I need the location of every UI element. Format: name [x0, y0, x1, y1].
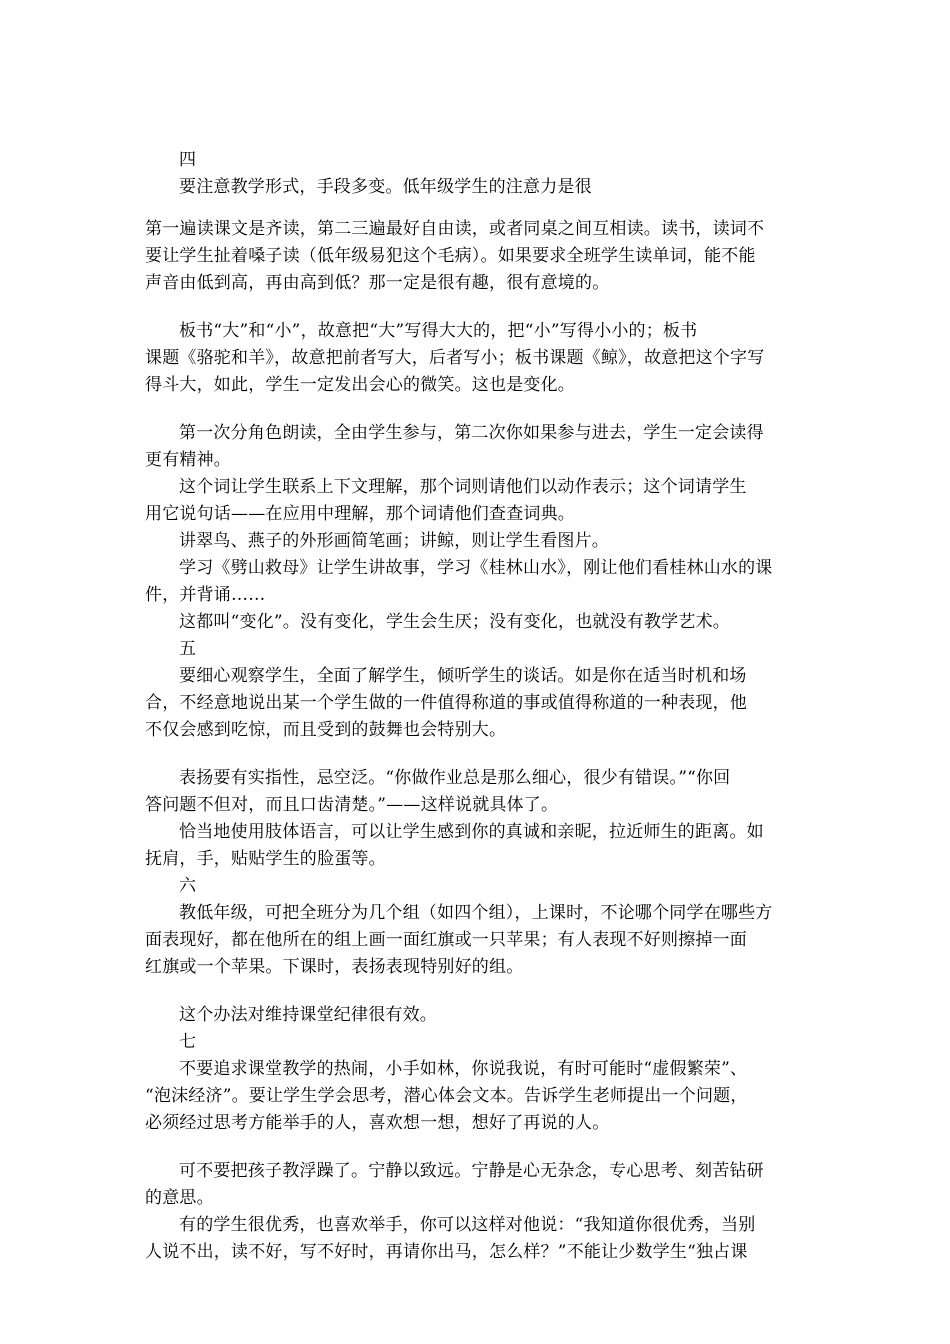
paragraph-line: 面表现好，都在他所在的组上画一面红旗或一只苹果；有人表现不好则擦掉一面 [145, 930, 747, 950]
paragraph-line: 第一次分角色朗读，全由学生参与，第二次你如果参与进去，学生一定会读得 [179, 423, 764, 443]
paragraph-line: 抚肩，手，贴贴学生的脸蛋等。 [145, 849, 386, 869]
paragraph-line: 声音由低到高，再由高到低？那一定是很有趣，很有意境的。 [145, 273, 610, 293]
paragraph-line: 可不要把孩子教浮躁了。宁静以致远。宁静是心无杂念，专心思考、刻苦钻研 [179, 1161, 764, 1181]
paragraph-line: 学习《劈山救母》让学生讲故事，学习《桂林山水》，刚让他们看桂林山水的课 [179, 558, 773, 578]
paragraph-line: 讲翠鸟、燕子的外形画简笔画；讲鲸，则让学生看图片。 [179, 531, 609, 551]
paragraph-line: 不要追求课堂教学的热闹，小手如林，你说我说，有时可能时“虚假繁荣”、 [179, 1059, 748, 1079]
paragraph-line: 第一遍读课文是齐读，第二三遍最好自由读，或者同桌之间互相读。读书，读词不 [145, 219, 765, 239]
paragraph-line: 合，不经意地说出某一个学生做的一件值得称道的事或值得称道的一种表现，他 [145, 693, 747, 713]
paragraph-line: 这个办法对维持课堂纪律很有效。 [179, 1005, 437, 1025]
paragraph-line: 这都叫“变化”。没有变化，学生会生厌；没有变化，也就没有教学艺术。 [179, 612, 730, 632]
paragraph-line: 教低年级，可把全班分为几个组（如四个组），上课时，不论哪个同学在哪些方 [179, 903, 773, 923]
paragraph-line: 得斗大，如此，学生一定发出会心的微笑。这也是变化。 [145, 375, 575, 395]
section-heading-5: 五 [179, 639, 197, 659]
paragraph-line: 红旗或一个苹果。下课时，表扬表现特别好的组。 [145, 957, 524, 977]
paragraph-line: 更有精神。 [145, 450, 231, 470]
paragraph-line: 表扬要有实指性，忌空泛。“你做作业总是那么细心，很少有错误。”“你回 [179, 768, 731, 788]
paragraph-line: 的意思。 [145, 1188, 214, 1208]
section-heading-7: 七 [179, 1032, 197, 1052]
paragraph-line: 要让学生扯着嗓子读（低年级易犯这个毛病）。如果要求全班学生读单词，能不能 [145, 246, 756, 266]
paragraph-line: “泡沫经济”。要让学生学会思考，潜心体会文本。告诉学生老师提出一个问题， [145, 1086, 748, 1106]
paragraph-line: 板书“大”和“小”，故意把“大”写得大大的，把“小”写得小小的；板书 [179, 321, 698, 341]
paragraph-line: 要注意教学形式，手段多变。低年级学生的注意力是很 [179, 177, 592, 197]
section-heading-4: 四 [179, 150, 197, 170]
paragraph-line: 不仅会感到吃惊，而且受到的鼓舞也会特别大。 [145, 720, 507, 740]
paragraph-line: 件，并背诵…… [145, 585, 266, 605]
paragraph-line: 人说不出，读不好，写不好时，再请你出马，怎么样？”不能让少数学生“独占课 [145, 1242, 748, 1262]
paragraph-line: 用它说句话——在应用中理解，那个词请他们查查词典。 [145, 504, 575, 524]
paragraph-line: 课题《骆驼和羊》，故意把前者写大，后者写小；板书课题《鲸》，故意把这个字写 [145, 348, 765, 368]
paragraph-line: 这个词让学生联系上下文理解，那个词则请他们以动作表示；这个词请学生 [179, 477, 747, 497]
paragraph-line: 恰当地使用肢体语言，可以让学生感到你的真诚和亲昵，拉近师生的距离。如 [179, 822, 764, 842]
paragraph-line: 有的学生很优秀，也喜欢举手，你可以这样对他说：“我知道你很优秀，当别 [179, 1215, 756, 1235]
paragraph-line: 答问题不但对，而且口齿清楚。”——这样说就具体了。 [145, 795, 559, 815]
paragraph-line: 必须经过思考方能举手的人，喜欢想一想，想好了再说的人。 [145, 1113, 610, 1133]
paragraph-line: 要细心观察学生，全面了解学生，倾听学生的谈话。如是你在适当时机和场 [179, 666, 747, 686]
section-heading-6: 六 [179, 876, 197, 896]
